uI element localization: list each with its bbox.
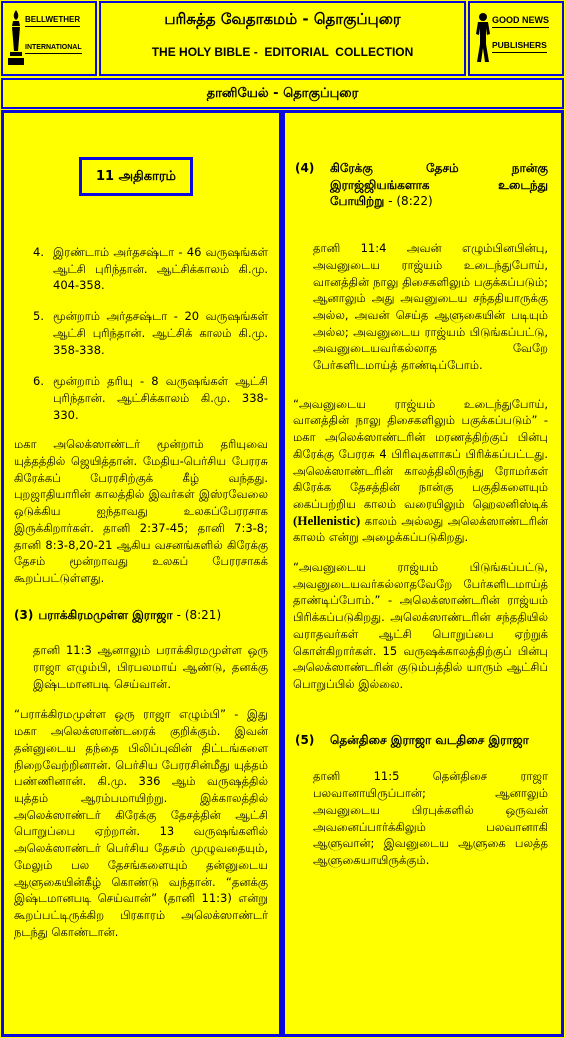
logo-text-publishers: PUBLISHERS: [492, 41, 547, 53]
list-item-text: இரண்டாம் அர்தசஷ்டா - 46 வருஷங்கள் ஆட்சி புரிந்தான். ஆட்சிக்காலம் கி.மு. 404-358.: [53, 245, 268, 293]
section-reference: - (8:21): [176, 607, 222, 622]
logo-text-bellwether: BELLWETHER: [25, 16, 80, 27]
commentary-english-term: (Hellenistic): [293, 512, 361, 528]
book-subtitle: தானியேல் - தொகுப்புரை: [206, 86, 359, 101]
good-news-logo: [468, 1, 564, 76]
section-4-verse: தானி 11:4 அவன் எழும்பினபின்பு, அவனுடைய ராஜ்யம் உடைந்துபோய், வானத்தின் நாலு திசைகளிலும் பகுக்கப்படும்; ஆனாலும் அது அவனுடைய சந்ததியாருக்கு அல்ல, அவன் செய்த ஆளுகையின் படியும் அல்ல; அவனுடைய ராஜ்யம் பிடுங்கப்பட்டு, அவனுடையவர்கல்லாத வேறே பேர்களிடமாய்த் தாண்டிப்போம்.: [313, 241, 548, 373]
section-4-commentary-1: [293, 396, 548, 546]
header-title-block: [99, 1, 466, 76]
section-3-verse: தானி 11:3 ஆனாலும் பராக்கிரமமுள்ள ஒரு ராஜா எழும்பி, பிரபலமாய் ஆண்டு, தனக்கு இஷ்டமானபடி செய்வான்.: [33, 643, 268, 691]
section-5-verse: தானி 11:5 தென்திசை ராஜா பலவானாயிருப்பான்; ஆனாலும் அவனுடைய பிரபுக்களில் ஒருவன் அவனைப்பார்க்கிலும் பலவானாகி ஆளுவான்; இவனுடைய ஆளுகை பலத்த ஆளுகையாயிருக்கும்.: [313, 769, 548, 867]
list-item-number: 6.: [33, 374, 44, 389]
section-title: தென்திசை இராஜா வடதிசை இராஜா: [330, 732, 529, 747]
section-reference: - (8:22): [388, 194, 433, 209]
logo-text-good-news: GOOD NEWS: [492, 16, 549, 28]
right-column: [282, 110, 564, 1037]
section-title-block: [330, 732, 548, 749]
section-4-commentary-2: “அவனுடைய ராஜ்யம் பிடுங்கப்பட்டு, அவனுடையவர்கல்லாதவேறே பேர்களிடமாய்த் தாண்டிப்போம்.” - அலெக்ஸாண்டரின் ராஜ்யம் பிரிக்கப்படுகிறது. அலெக்ஸாண்டரின் சந்ததியில் வராதவர்கள் ஆட்சி பொறுப்பை ஏற்றுக் கொள்கிறார்கள். 15 வருஷக்காலத்திற்குப் பின்பு அலெக்ஸாண்டரின் குடும்பத்தில் யாரும் ஆட்சிப் பொறுப்பில் இல்லை.: [293, 560, 548, 691]
section-3-commentary: “பராக்கிரமமுள்ள ஒரு ராஜா எழும்பி” - இது மகா அலெக்ஸாண்டரைக் குறிக்கும். இவன் தன்னுடைய தந்தை பிலிப்புவின் திட்டங்களை நிறைவேற்றினான். பெர்சிய பேரரசின்மீது யுத்தம் பண்ணினான். கி.மு. 336 ஆம் வருஷத்தில் யுத்தம் ஆரம்பமாயிற்று. இக்காலத்தில் அலெக்ஸாண்டர் கிரேக்கு தேசத்தின் ஆட்சி பொறுப்பை ஏற்றான். 13 வருஷங்களில் அலெக்ஸாண்டர் பெர்சிய தேசம் முழுவதையும், மேலும் பல தேசங்களையும் தன்னுடைய ஆளுகையின்கீழ் கொண்டு வந்தான். “தனக்கு இஷ்டமானபடி செய்வான்” (தானி 11:3) என்று கூறப்பட்டிருக்கிற பிரகாரம் அலெக்ஸாண்டர் நடந்து கொண்டான்.: [14, 707, 268, 939]
section-4-heading: [295, 160, 548, 210]
left-column: [1, 110, 282, 1037]
section-5-heading: [295, 732, 548, 749]
section-number: (3): [14, 607, 34, 622]
header-title-tamil: பரிசுத்த வேதாகமம் - தொகுப்புரை: [164, 10, 401, 28]
bellwether-lamp-icon: [7, 9, 25, 67]
good-news-figure-icon: [474, 12, 492, 64]
logo-text-international: INTERNATIONAL: [25, 44, 82, 54]
section-number: (4): [295, 161, 315, 175]
list-item-text: மூன்றாம் தரியு - 8 வருஷங்கள் ஆட்சி புரிந்தான். ஆட்சிக்காலம் கி.மு. 338-330.: [53, 374, 268, 422]
intro-paragraph: மகா அலெக்ஸாண்டர் மூன்றாம் தரியுவை யுத்தத்தில் ஜெயித்தான். மேதிய-பெர்சிய பேரரசு கிரேக்கப் பேரரசிற்குக் கீழ் வந்தது. புறஜாதியாரின் காலத்தில் இவர்கள் இஸ்ரவேலை ஒடுக்கிய ஐந்தாவது உலகப்பேரரசாக இருக்கிறார்கள். தானி 2:37-45; தானி 7:3-8; தானி 8:3-8,20-21 ஆகிய வசனங்களில் கிரேக்கு தேசம் மூன்றாவது உலகப் பேரரசாகக் கூறப்பட்டுள்ளது.: [14, 437, 268, 585]
list-item-number: 4.: [33, 245, 44, 259]
section-title: பராக்கிரமமுள்ள இராஜா: [38, 607, 173, 622]
list-item: [33, 308, 268, 358]
list-item: [33, 244, 268, 294]
header-title-english: THE HOLY BIBLE - EDITORIAL COLLECTION: [151, 45, 414, 59]
bellwether-logo: [1, 1, 97, 76]
section-title-block: [330, 160, 548, 210]
list-item-number: 5.: [33, 309, 44, 324]
section-title-block: [38, 607, 268, 624]
chapter-label-box: 11 அதிகாரம்: [79, 157, 193, 196]
list-item: [33, 373, 268, 423]
section-title: கிரேக்கு தேசம் நான்கு இராஜ்ஜியங்களாக உடைந்து போயிற்று: [330, 161, 548, 209]
commentary-text: “அவனுடைய ராஜ்யம் உடைந்துபோய், வானத்தின் நாலு திசைகளிலும் பகுக்கப்படும்” - மகா அலெக்ஸாண்டரின் மரணத்திற்குப் பின்பு கிரேக்கு பேரரசு 4 பிரிவுகளாகப் பிரிக்கப்பட்டது. அலெக்ஸாண்டரின் காலத்திலிருந்து ரோமர்கள் கிரேக்க தேசத்தின் நான்கு பகுதிகளையும் கைப்பற்றிய காலம் வரையிலும் ஹெலனிஸ்டிக்: [293, 396, 548, 511]
book-subtitle-bar: [1, 78, 564, 109]
list-item-text: மூன்றாம் அர்தசஷ்டா - 20 வருஷங்கள் ஆட்சி புரிந்தான். ஆட்சிக் காலம் கி.மு. 358-338.: [53, 309, 268, 357]
section-3-heading: [14, 607, 268, 624]
section-number: (5): [295, 732, 315, 747]
commentary-text: காலம் அல்லது அலெக்ஸாண்டரின் காலம் என்று அழைக்கப்படுகிறது.: [293, 513, 548, 545]
